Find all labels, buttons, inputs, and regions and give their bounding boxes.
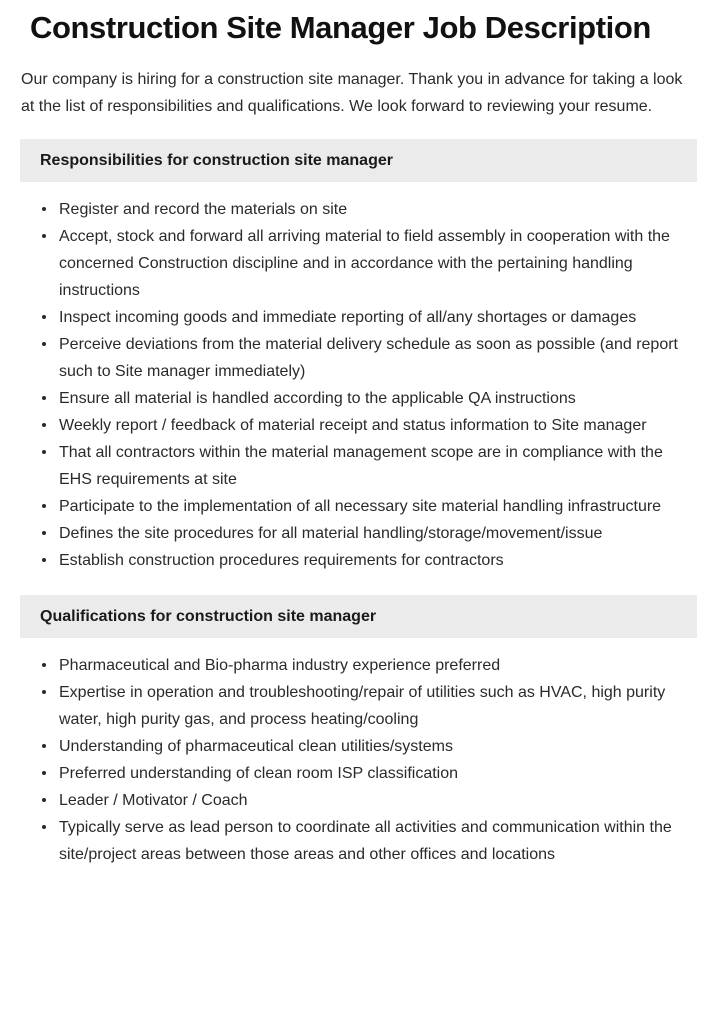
list-item: Establish construction procedures requirements for contractors [42, 547, 698, 574]
list-item: Leader / Motivator / Coach [42, 787, 698, 814]
list-item: Accept, stock and forward all arriving material to field assembly in cooperation with the concerned Construction discipline and in accordance with the pertaining handling instructions [42, 223, 698, 304]
list-item: Ensure all material is handled according to the applicable QA instructions [42, 385, 698, 412]
list-item: Defines the site procedures for all material handling/storage/movement/issue [42, 520, 698, 547]
section-qualifications [0, 595, 720, 868]
list-item: Typically serve as lead person to coordinate all activities and communication within the site/project areas between those areas and other offices and locations [42, 814, 698, 868]
section-header-label: Qualifications for construction site manager [40, 607, 377, 625]
list-item: Pharmaceutical and Bio-pharma industry experience preferred [42, 652, 698, 679]
list-item: Preferred understanding of clean room ISP classification [42, 760, 698, 787]
list-item: Participate to the implementation of all necessary site material handling infrastructure [42, 493, 698, 520]
list-item: Register and record the materials on site [42, 196, 698, 223]
qualifications-list [0, 652, 720, 868]
list-item: Perceive deviations from the material delivery schedule as soon as possible (and report such to Site manager immediately) [42, 331, 698, 385]
responsibilities-list [0, 196, 720, 574]
list-item: That all contractors within the material management scope are in compliance with the EHS requirements at site [42, 439, 698, 493]
section-header-label: Responsibilities for construction site manager [40, 151, 393, 169]
section-responsibilities [0, 139, 720, 574]
list-item: Expertise in operation and troubleshooting/repair of utilities such as HVAC, high purity water, high purity gas, and process heating/cooling [42, 679, 698, 733]
list-item: Inspect incoming goods and immediate reporting of all/any shortages or damages [42, 304, 698, 331]
intro-paragraph: Our company is hiring for a construction site manager. Thank you in advance for taking a look at the list of responsibilities and qualifications. We look forward to reviewing your resume. [21, 71, 683, 115]
list-item: Weekly report / feedback of material receipt and status information to Site manager [42, 412, 698, 439]
section-header-qualifications [20, 595, 697, 638]
list-item: Understanding of pharmaceutical clean utilities/systems [42, 733, 698, 760]
page-title: Construction Site Manager Job Description [30, 10, 651, 45]
section-header-responsibilities [20, 139, 697, 182]
